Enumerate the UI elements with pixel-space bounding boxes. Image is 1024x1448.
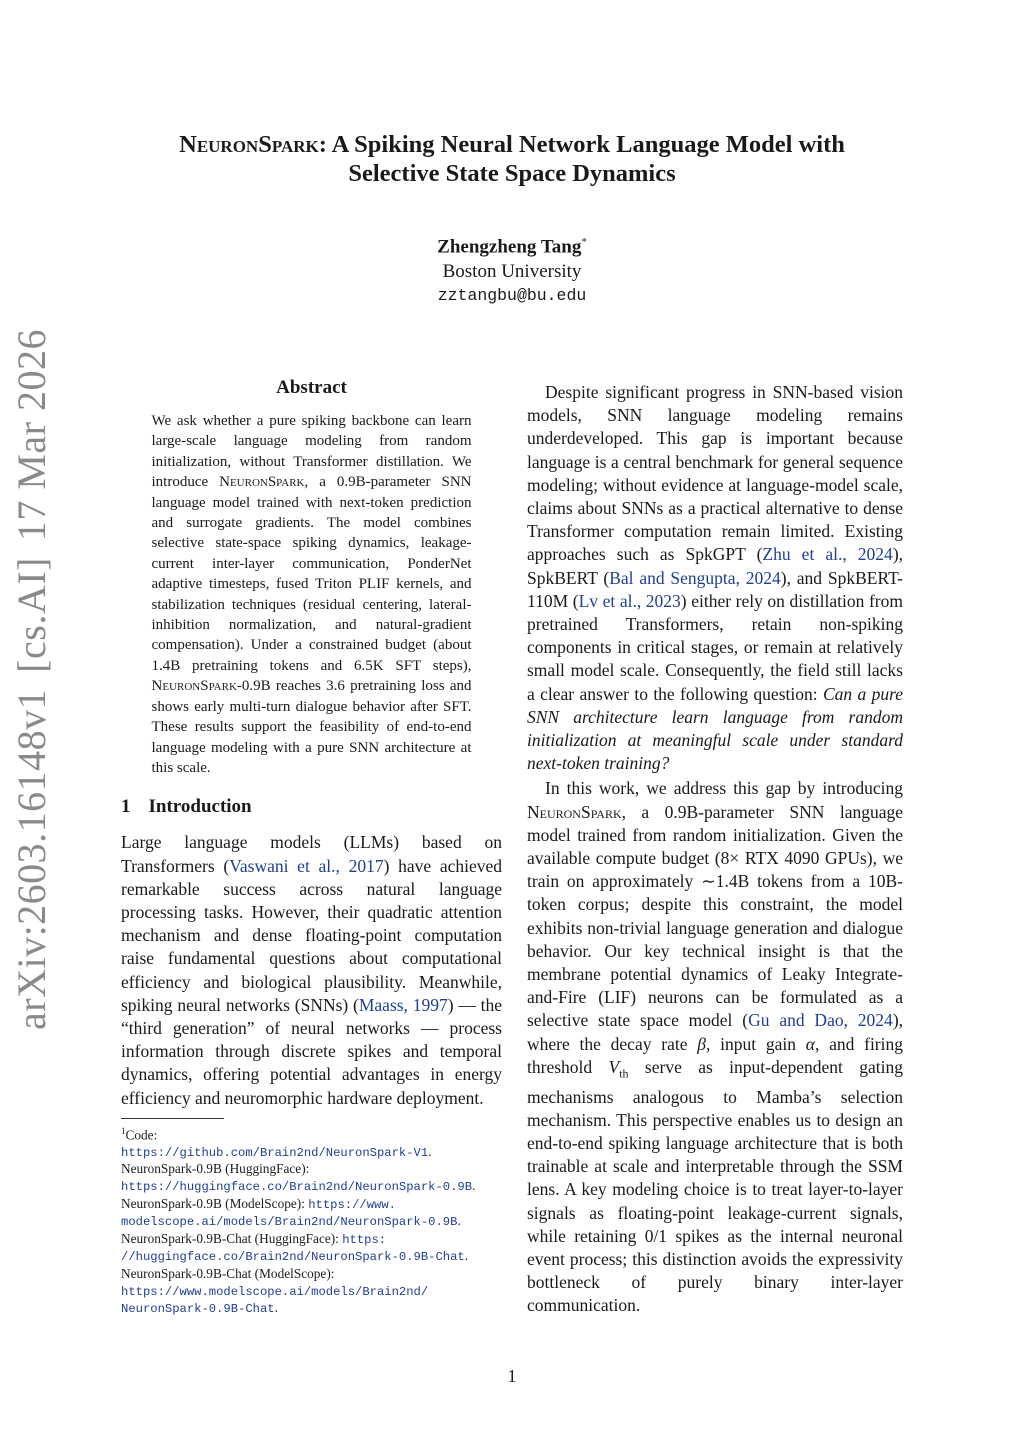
intro-paragraph-1: Large language models (LLMs) based on Transformers (Vaswani et al., 2017) have achieved remarkable success across natural language processing tasks. However, their quadratic attention mechanism and dense floating-point computation raise fundamental questions about computational efficiency and biological plausibility. Meanwhile, spiking neural networks (SNNs) (Maass, 1997) — the “third generation” of neural networks — process information through discrete spikes and temporal dynamics, offering potential advantages in energy efficiency and neuromorphic hardware deployment. [121, 832, 503, 1108]
citation-bal[interactable]: Bal and Sengupta, 2024 [609, 567, 781, 588]
link-modelscope-part2[interactable]: modelscope.ai/models/Brain2nd/NeuronSpark-0.9B [121, 1215, 458, 1230]
left-column [121, 377, 502, 1318]
link-modelscope-part1[interactable]: https://www. [308, 1197, 396, 1212]
paper-title [110, 130, 914, 188]
page-number: 1 [507, 1366, 517, 1386]
section-title: Introduction [148, 796, 252, 818]
symbol-alpha: α [805, 1033, 815, 1054]
model-name: NeuronSpark [527, 801, 622, 822]
link-chat-huggingface-part1[interactable]: https: [342, 1232, 387, 1247]
link-chat-modelscope-part1[interactable]: https://www.modelscope.ai/models/Brain2nd/ [121, 1284, 429, 1299]
symbol-vth: V [608, 1056, 620, 1077]
model-name: NeuronSpark [151, 678, 237, 695]
title-line-1-rest: : A Spiking Neural Network Language Model with [318, 131, 845, 158]
title-line-1 [110, 130, 914, 159]
footnote-hf-url-line: https://huggingface.co/Brain2nd/NeuronSpark-0.9B. [121, 1177, 476, 1194]
author-name: Zhengzheng Tang* [437, 236, 587, 258]
footnote-chat-hf-line: NeuronSpark-0.9B-Chat (HuggingFace): https: [121, 1230, 387, 1247]
footnote-ms-line: NeuronSpark-0.9B (ModelScope): https://www. [121, 1195, 396, 1212]
footnote-rule [121, 1118, 224, 1119]
research-question: Can a pure SNN architecture learn language from random initialization at meaningful scale under standard next-token training? [527, 683, 903, 774]
link-huggingface[interactable]: https://huggingface.co/Brain2nd/NeuronSpark-0.9B [121, 1179, 473, 1194]
symbol-vth-subscript: th [619, 1066, 629, 1081]
citation-lv[interactable]: Lv et al., 2023 [578, 590, 681, 611]
footnote-hf-label: NeuronSpark-0.9B (HuggingFace): [121, 1161, 310, 1177]
footnote-ms-url-line: modelscope.ai/models/Brain2nd/NeuronSpark-0.9B. [121, 1213, 461, 1230]
footnote-code-url-line: https://github.com/Brain2nd/NeuronSpark-V1. [121, 1143, 432, 1160]
section-number: 1 [121, 796, 131, 818]
footnote-chat-ms-url-line-1 [121, 1283, 502, 1301]
footnotes [121, 1123, 502, 1318]
footnote-chat-hf-url-line: //huggingface.co/Brain2nd/NeuronSpark-0.9B-Chat. [121, 1248, 469, 1265]
title-model-name: NeuronSpark [179, 131, 319, 158]
section-heading-introduction [121, 796, 502, 818]
citation-gu-dao[interactable]: Gu and Dao, 2024 [748, 1010, 893, 1031]
arxiv-id: arXiv:2603.16148v1 [9, 688, 54, 1030]
author-email: zztangbu@bu.edu [437, 286, 587, 306]
citation-vaswani[interactable]: Vaswani et al., 2017 [229, 855, 384, 876]
footnote-chat-ms-label: NeuronSpark-0.9B-Chat (ModelScope): [121, 1265, 335, 1281]
link-chat-huggingface-part2[interactable]: //huggingface.co/Brain2nd/NeuronSpark-0.9B-Chat [121, 1250, 465, 1265]
abstract-body: We ask whether a pure spiking backbone can learn large-scale language modeling from random initialization, without Transformer distillation. We introduce NeuronSpark, a 0.9B-parameter SNN language model trained with next-token prediction and surrogate gradients. The model combines selective state-space spiking dynamics, leakage-current inter-layer communication, PonderNet adaptive timesteps, fused Triton PLIF kernels, and stabilization techniques (residual centering, lateral-inhibition normalization, and natural-gradient compensation). Under a constrained budget (about 1.4B pretraining tokens and 6.5K SFT steps), NeuronSpark-0.9B reaches 3.6 pretraining loss and shows early multi-turn dialogue behavior after SFT. These results support the feasibility of end-to-end language modeling with a pure SNN architecture at this scale. [151, 413, 472, 776]
symbol-beta: β [697, 1033, 706, 1054]
right-paragraph-2: In this work, we address this gap by introducing NeuronSpark, a 0.9B-parameter SNN language model trained from random initialization. Given the available compute budget (8× RTX 4090 GPUs), we train on approximately ∼1.4B tokens from a 10B-token corpus; despite this constraint, the model exhibits non-trivial language generation and dialogue behavior. Our key technical insight is that the membrane potential dynamics of Leaky Integrate-and-Fire (LIF) neurons can be formulated as a selective state space model (Gu and Dao, 2024), where the decay rate β, input gain α, and firing threshold $V_{th}$ serve as input-dependent gating mechanisms analogous to Mamba’s selection mechanism. This perspective enables us to design an end-to-end spiking language architecture that is both trainable at scale and interpretable through the SSM lens. A key modeling choice is to treat layer-to-layer signals as floating-point leakage-current signals, while retaining 0/1 spikes as the internal neuronal event process; this distinction avoids the expressivity bottleneck of purely binary inter-layer communication. [527, 778, 904, 1316]
right-paragraph-1: Despite significant progress in SNN-based vision models, SNN language modeling remains underdeveloped. This gap is important because language is a central benchmark for general sequence modeling; without evidence at language-model scale, claims about SNNs as a practical alternative to dense Transformer computation remain limited. Existing approaches such as SpkGPT (Zhu et al., 2024), SpkBERT (Bal and Sengupta, 2024), and SpkBERT-110M (Lv et al., 2023) either rely on distillation from pretrained Transformers, retain non-spiking components in critical stages, or remain at relatively small model scale. Consequently, the field still lacks a clear answer to the following question: Can a pure SNN architecture learn language from random initialization at meaningful scale under standard next-token training? [527, 382, 904, 774]
citation-zhu[interactable]: Zhu et al., 2024 [762, 544, 893, 565]
right-column [527, 381, 903, 1318]
author-block [300, 230, 724, 309]
author-affiliation: Boston University [442, 260, 582, 282]
footnote-chat-ms-url-line-2: NeuronSpark-0.9B-Chat. [121, 1300, 278, 1317]
link-chat-modelscope-part2[interactable]: NeuronSpark-0.9B-Chat [121, 1302, 275, 1317]
author-mark: * [581, 236, 587, 248]
arxiv-date: 17 Mar 2026 [9, 329, 54, 542]
title-line-2: Selective State Space Dynamics [348, 160, 676, 187]
citation-maass[interactable]: Maass, 1997 [358, 994, 448, 1015]
abstract-heading: Abstract [276, 377, 347, 398]
link-github[interactable]: https://github.com/Brain2nd/NeuronSpark-V1 [121, 1145, 429, 1160]
arxiv-category: [cs.AI] [9, 557, 54, 673]
arxiv-side-stamp [8, 329, 68, 1030]
footnote-code-label: $^1$Code: [121, 1125, 158, 1143]
model-name: NeuronSpark [219, 474, 305, 491]
